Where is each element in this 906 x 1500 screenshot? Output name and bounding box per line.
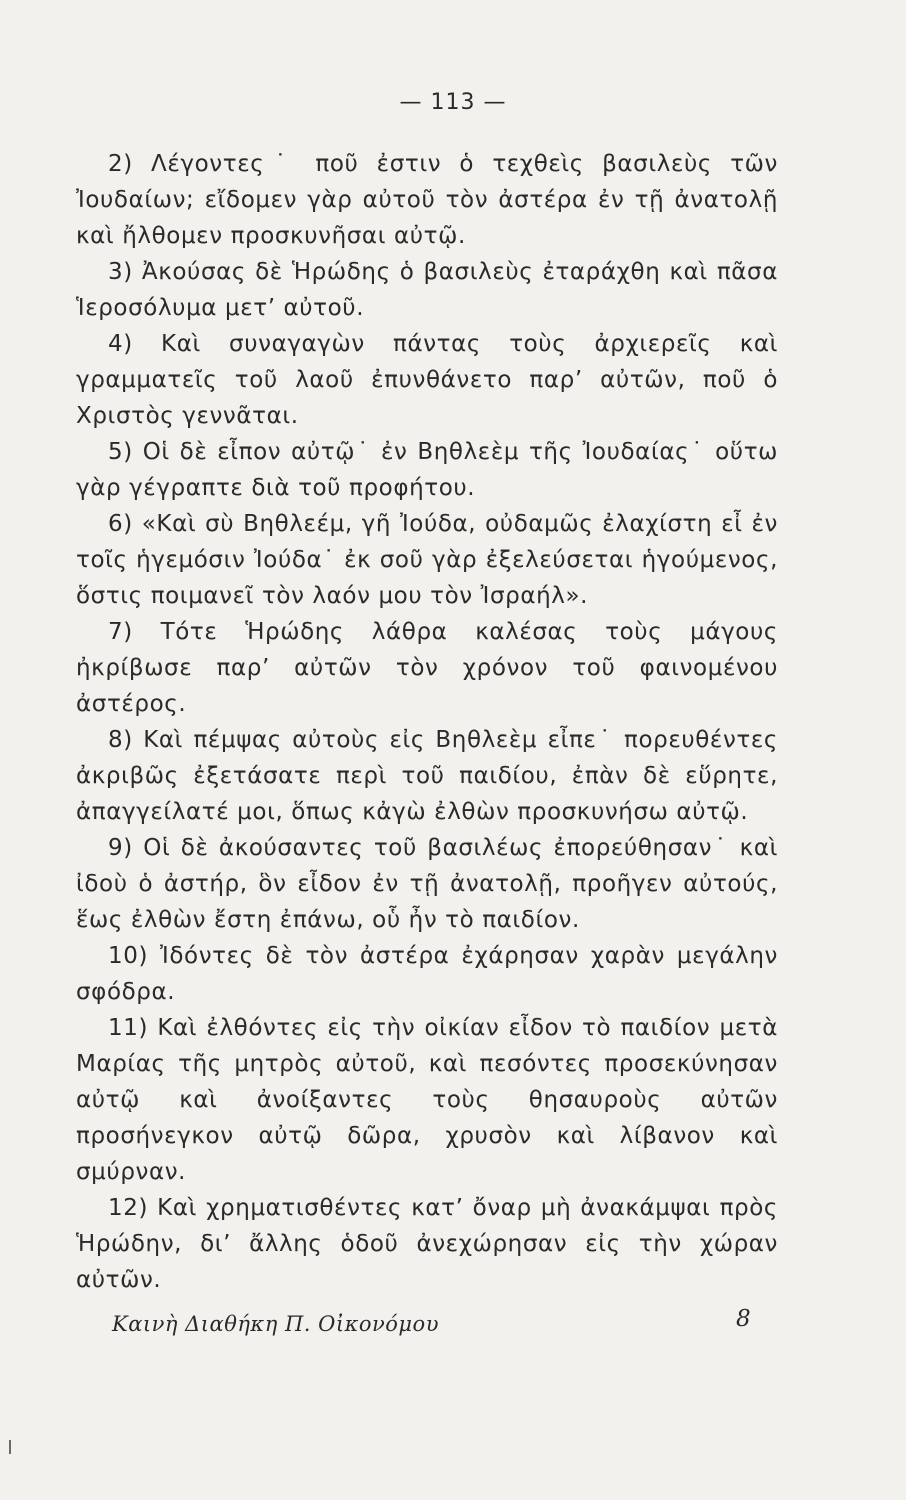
verse-5: 5) Οἱ δὲ εἶπον αὐτῷ˙ ἐν Βηθλεὲμ τῆς Ἰουδαίας˙ οὕτω γὰρ γέγραπτε διὰ τοῦ προφήτου. bbox=[76, 439, 778, 501]
verse-9: 9) Οἱ δὲ ἀκούσαντες τοῦ βασιλέως ἐπορεύθησαν˙ καὶ ἰδοὺ ὁ ἀστήρ, ὃν εἶδον ἐν τῇ ἀνατολῇ, προῆγεν αὐτούς, ἕως ἐλθὼν ἔστη ἐπάνω, οὗ ἦν τὸ παιδίον. bbox=[76, 835, 778, 933]
verse-12: 12) Καὶ χρηματισθέντες κατ’ ὄναρ μὴ ἀνακάμψαι πρὸς Ἡρώδην, δι’ ἄλλης ὁδοῦ ἀνεχώρησαν εἰς τὴν χώραν αὐτῶν. bbox=[76, 1195, 778, 1293]
scripture-text bbox=[76, 146, 778, 1298]
footer-signature: Καινὴ Διαθήκη Π. Οἰκονόμου bbox=[112, 1312, 439, 1336]
margin-mark bbox=[9, 1440, 11, 1454]
verse-3: 3) Ἀκούσας δὲ Ἡρώδης ὁ βασιλεὺς ἐταράχθη καὶ πᾶσα Ἱεροσόλυμα μετ’ αὐτοῦ. bbox=[76, 259, 778, 321]
verse-11: 11) Καὶ ἐλθόντες εἰς τὴν οἰκίαν εἶδον τὸ παιδίον μετὰ Μαρίας τῆς μητρὸς αὐτοῦ, καὶ πεσόντες προσεκύνησαν αὐτῷ καὶ ἀνοίξαντες τοὺς θησαυροὺς αὐτῶν προσήνεγκον αὐτῷ δῶρα, χρυσὸν καὶ λίβανον καὶ σμύρναν. bbox=[76, 1015, 778, 1185]
verse-4: 4) Καὶ συναγαγὼν πάντας τοὺς ἀρχιερεῖς καὶ γραμματεῖς τοῦ λαοῦ ἐπυνθάνετο παρ’ αὐτῶν, ποῦ ὁ Χριστὸς γεννᾶται. bbox=[76, 331, 778, 429]
verse-6: 6) «Καὶ σὺ Βηθλεέμ, γῆ Ἰούδα, οὐδαμῶς ἐλαχίστη εἶ ἐν τοῖς ἡγεμόσιν Ἰούδα˙ ἐκ σοῦ γὰρ ἐξελεύσεται ἡγούμενος, ὅστις ποιμανεῖ τὸν λαόν μου τὸν Ἰσραήλ». bbox=[76, 511, 778, 609]
verse-7: 7) Τότε Ἡρώδης λάθρα καλέσας τοὺς μάγους ἠκρίβωσε παρ’ αὐτῶν τὸν χρόνον τοῦ φαινομένου ἀστέρος. bbox=[76, 619, 778, 717]
verse-10: 10) Ἰδόντες δὲ τὸν ἀστέρα ἐχάρησαν χαρὰν μεγάλην σφόδρα. bbox=[76, 943, 778, 1005]
footer-sheet-number: 8 bbox=[736, 1306, 751, 1332]
verse-8: 8) Καὶ πέμψας αὐτοὺς εἰς Βηθλεὲμ εἶπε˙ πορευθέντες ἀκριβῶς ἐξετάσατε περὶ τοῦ παιδίου, ἐπὰν δὲ εὕρητε, ἀπαγγείλατέ μοι, ὅπως κἀγὼ ἐλθὼν προσκυνήσω αὐτῷ. bbox=[76, 727, 778, 825]
page-number: — 113 — bbox=[399, 90, 507, 115]
verse-2: 2) Λέγοντες˙ ποῦ ἐστιν ὁ τεχθεὶς βασιλεὺς τῶν Ἰουδαίων; εἴδομεν γὰρ αὐτοῦ τὸν ἀστέρα ἐν τῇ ἀνατολῇ καὶ ἤλθομεν προσκυνῆσαι αὐτῷ. bbox=[76, 151, 778, 249]
